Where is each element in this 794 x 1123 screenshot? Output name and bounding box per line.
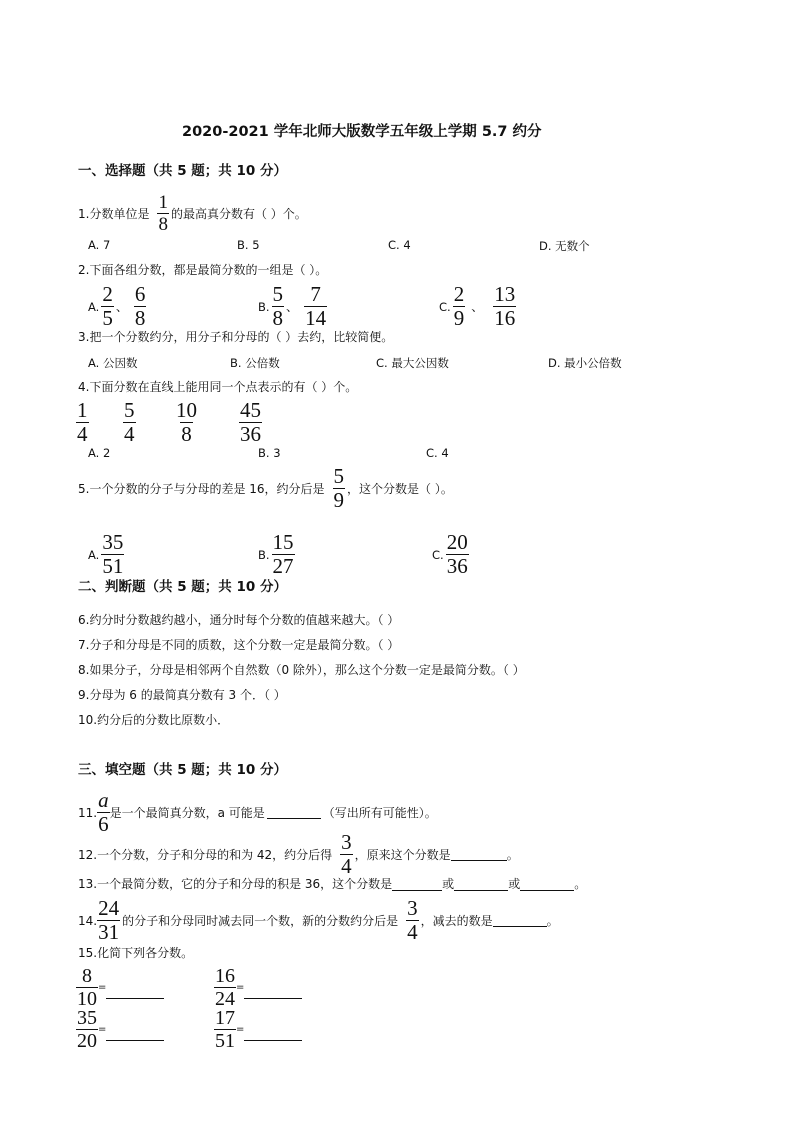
q1-option-b[interactable]: B. 5	[237, 238, 260, 252]
question-1-text-pre: 1.分数单位是	[78, 206, 150, 221]
question-11: 11. $\frac{a}{6}$ 是一个最简真分数，a 可能是 （写出所有可能性）。	[78, 788, 437, 836]
fraction: $\frac{a}{6}$	[98, 788, 109, 836]
question-14: 14. $\frac{24}{31}$ 的分子和分母同时减去同一个数，新的分数约分后是 $\frac{3}{4}$ ，减去的数是 。	[78, 896, 559, 944]
fraction: $\frac{35}{51}$	[102, 530, 124, 578]
q4-fraction-1: $\frac{1}{4}$	[77, 398, 88, 446]
section-fill-heading: 三、填空题（共 5 题；共 10 分）	[78, 762, 287, 778]
fraction: $\frac{20}{36}$	[446, 530, 468, 578]
q15-item-4: $\frac{17}{51}$ =	[214, 1008, 302, 1051]
answer-blank[interactable]	[493, 914, 547, 927]
fraction: $\frac{1}{8}$	[158, 192, 168, 235]
fraction: $\frac{17}{51}$	[215, 1007, 235, 1052]
q5-option-b[interactable]: B. $\frac{15}{27}$	[258, 530, 294, 578]
fraction: $\frac{7}{14}$	[305, 282, 327, 330]
question-15-text: 15.化简下列各分数。	[78, 946, 194, 960]
fraction: $\frac{3}{4}$	[407, 896, 418, 944]
question-12: 12.一个分数，分子和分母的和为 42，约分后得 $\frac{3}{4}$ ，原来这个分数是 。	[78, 830, 519, 878]
fraction: $\frac{16}{24}$	[215, 965, 235, 1010]
fraction: $\frac{15}{27}$	[272, 530, 294, 578]
answer-blank[interactable]	[267, 806, 321, 819]
fraction: $\frac{8}{10}$	[77, 965, 97, 1010]
answer-blank[interactable]	[392, 878, 442, 891]
answer-blank[interactable]	[106, 986, 164, 999]
q15-item-2: $\frac{16}{24}$ =	[214, 966, 302, 1009]
q4-fraction-2: $\frac{5}{4}$	[124, 398, 135, 446]
fraction: $\frac{5}{8}$	[272, 282, 284, 330]
q1-option-a[interactable]: A. 7	[88, 238, 111, 252]
q3-option-b[interactable]: B. 公倍数	[230, 356, 280, 370]
fraction: $\frac{24}{31}$	[98, 896, 120, 944]
answer-blank[interactable]	[106, 1028, 164, 1041]
question-3-text: 3.把一个分数约分，用分子和分母的（ ）去约，比较简便。	[78, 330, 394, 344]
page-title: 2020-2021 学年北师大版数学五年级上学期 5.7 约分	[182, 124, 542, 140]
q4-option-b[interactable]: B. 3	[258, 446, 281, 460]
question-6-text: 6.约分时分数越约越小，通分时每个分数的值越来越大。（ ）	[78, 613, 400, 627]
section-choice-heading: 一、选择题（共 5 题；共 10 分）	[78, 163, 287, 179]
section-judgement-heading: 二、判断题（共 5 题；共 10 分）	[78, 579, 287, 595]
question-5: 5.一个分数的分子与分母的差是 16，约分后是 $\frac{5}{9}$ ，这个分数是（ ）。	[78, 464, 453, 512]
fraction: $\frac{35}{20}$	[77, 1007, 97, 1052]
question-4-text: 4.下面分数在直线上能用同一个点表示的有（ ）个。	[78, 380, 358, 394]
q15-item-3: $\frac{35}{20}$ =	[76, 1008, 164, 1051]
question-13: 13.一个最简分数，它的分子和分母的积是 36，这个分数是 或 或 。	[78, 877, 587, 891]
q15-item-1: $\frac{8}{10}$ =	[76, 966, 164, 1009]
question-9-text: 9.分母为 6 的最简真分数有 3 个．（ ）	[78, 688, 286, 702]
question-7-text: 7.分子和分母是不同的质数，这个分数一定是最简分数。（ ）	[78, 638, 400, 652]
fraction: $\frac{2}{9}$	[453, 282, 465, 330]
q1-option-c[interactable]: C. 4	[388, 238, 411, 252]
q1-option-d[interactable]: D. 无数个	[539, 239, 590, 253]
q4-fraction-3: $\frac{10}{8}$	[176, 398, 197, 446]
q4-option-c[interactable]: C. 4	[426, 446, 449, 460]
answer-blank[interactable]	[244, 986, 302, 999]
q5-option-a[interactable]: A. $\frac{35}{51}$	[88, 530, 124, 578]
q3-option-d[interactable]: D. 最小公倍数	[548, 356, 622, 370]
answer-blank[interactable]	[244, 1028, 302, 1041]
q5-option-c[interactable]: C. $\frac{20}{36}$	[432, 530, 468, 578]
fraction: $\frac{6}{8}$	[134, 282, 146, 330]
question-2-text: 2.下面各组分数，都是最简分数的一组是（ ）。	[78, 263, 328, 277]
fraction: $\frac{2}{5}$	[102, 282, 113, 330]
q3-option-a[interactable]: A. 公因数	[88, 356, 138, 370]
fraction: $\frac{3}{4}$	[341, 830, 352, 878]
question-1-text-post: 的最高真分数有（ ）个。	[170, 206, 307, 221]
q2-option-b[interactable]: B. $\frac{5}{8}$ 、 $\frac{7}{14}$	[258, 282, 327, 330]
q3-option-c[interactable]: C. 最大公因数	[376, 356, 449, 370]
q2-option-a[interactable]: A. $\frac{2}{5}$ 、 $\frac{6}{8}$	[88, 282, 146, 330]
fraction: $\frac{13}{16}$	[494, 282, 516, 330]
question-1	[78, 193, 307, 234]
q4-option-a[interactable]: A. 2	[88, 446, 111, 460]
q2-option-c[interactable]: C. $\frac{2}{9}$ 、 $\frac{13}{16}$	[439, 282, 516, 330]
answer-blank[interactable]	[451, 848, 507, 861]
answer-blank[interactable]	[520, 878, 574, 891]
question-8-text: 8.如果分子，分母是相邻两个自然数（0 除外），那么这个分数一定是最简分数。（ ）	[78, 663, 525, 677]
answer-blank[interactable]	[454, 878, 508, 891]
q4-fraction-4: $\frac{45}{36}$	[240, 398, 261, 446]
question-10-text: 10.约分后的分数比原数小．	[78, 713, 230, 727]
fraction: $\frac{5}{9}$	[333, 464, 345, 512]
